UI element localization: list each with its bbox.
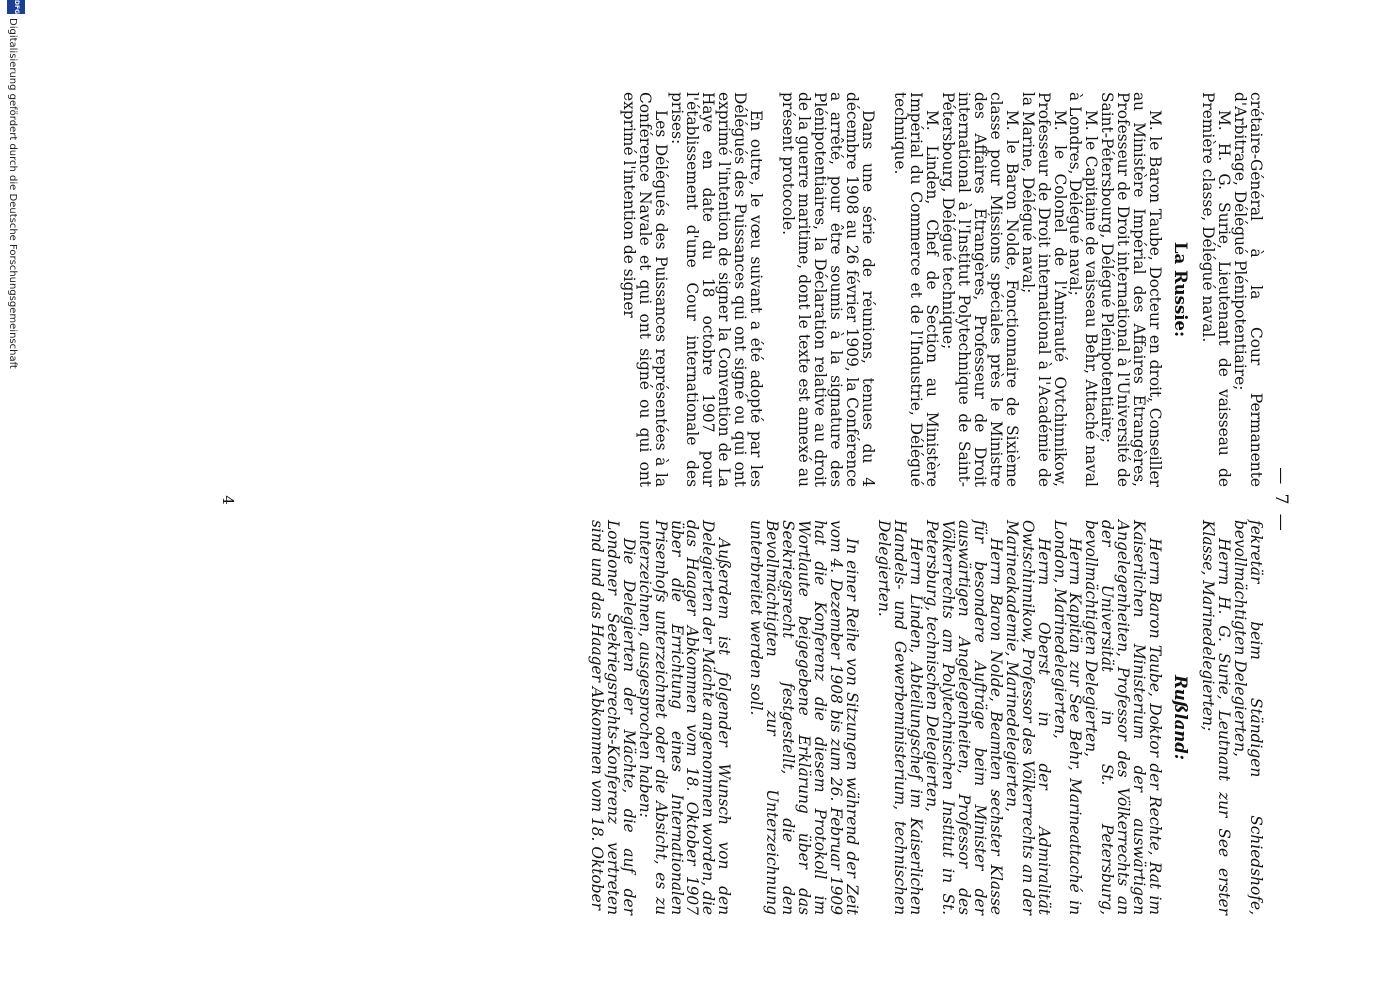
paragraph: M. H. G. Surie, Lieutenant de vaisseau de Première classe, Délégué naval.	[1199, 92, 1234, 487]
german-column	[588, 520, 1263, 915]
paragraph: M. le Capitaine de vaisseau Behr, Attaché naval à Londres, Délégué naval;	[1066, 92, 1101, 487]
signature-number: 4	[219, 495, 237, 505]
paragraph: M. le Baron Nolde, Fonctionnaire de Sixième classe pour Missions spéciales près le Ministre des Affaires Étrangères, Professeur de Droit international à l'Institut Polytechnique de Saint-Pétersbourg, Délégué technique;	[938, 92, 1021, 487]
page-number: — 7 —	[1271, 467, 1291, 533]
section-heading: La Russie:	[1171, 241, 1191, 338]
paragraph: Herrn Oberst in der Admiralität Owtschinnikow, Professor des Völkerrechts an der Marineakademie, Marinedelegierten,	[1002, 520, 1053, 915]
paragraph: M. le Colonel de l'Amirauté Ovtchinnikow, Professeur de Droit international à l'Académie de la Marine, Délégué naval;	[1018, 92, 1069, 487]
paragraph: Herrn Baron Taube, Doktor der Rechte, Rat im Kaiserlichen Ministerium der auswärtigen Angelegenheiten, Professor des Völkerrechts an der Universität in St. Petersburg, bevollmächtigten Delegierten,	[1082, 520, 1165, 915]
paragraph: fekretär beim Ständigen Schiedshofe, bevollmächtigten Delegierten,	[1231, 520, 1265, 915]
paragraph: Dans une série de réunions, tenues du 4 décembre 1908 au 26 février 1909, la Conférence a arrêté, pour être soumis à la signature des Plénipotentiaires, la Déclaration relative au droit de la guerre maritime, dont le texte est annexé au présent protocole.	[779, 92, 878, 487]
digitization-note: Digitalisierung gefördert durch die Deutsche Forschungsgemeinschaft	[7, 18, 18, 369]
paragraph: crétaire-Général à la Cour Permanente d'Arbitrage, Délégué Plénipotentiaire;	[1231, 92, 1265, 487]
section-heading: Rußland:	[1171, 675, 1191, 760]
paragraph: Die Delegierten der Mächte, die auf der Londoner Seekriegsrechts-Konferenz vertreten sind und das Haager Abkommen vom 18. Oktober	[587, 520, 638, 915]
paragraph: En outre, le vœu suivant a été adopté par les Délégués des Puissances qui ont signé ou qui ont exprimé l'intention de signer la Convention de La Haye en date du 18 octobre 1907 pour l'établissement d'une Cour internationale des prises:	[667, 92, 766, 487]
french-column	[620, 92, 1263, 487]
paragraph: Außerdem ist folgender Wunsch von den Delegierten der Mächte angenommen worden, die das Haager Abkommen vom 18. Oktober 1907 über die Errichtung eines Internationalen Prisenhofs unterzeichnet oder die Absicht, es zu unterzeichnen, ausgesprochen haben:	[635, 520, 734, 915]
paragraph: Herrn H. G. Surie, Leutnant zur See erster Klasse, Marinedelegierten;	[1199, 520, 1234, 915]
paragraph: M. le Baron Taube, Docteur en droit, Conseiller au Ministère Impérial des Affaires Étrangères, Professeur de Droit international à l'Université de Saint-Pétersbourg, Délégué Plénipotentiaire;	[1098, 92, 1165, 487]
paragraph: In einer Reihe von Sitzungen während der Zeit vom 4. Dezember 1908 bis zum 26. Februar 1909 hat die Konferenz die diesem Protokoll im Wortlaute beigegebene Erklärung über das Seekriegsrecht festgestellt, die den Bevollmächtigten zur Unterzeichnung unterbreitet werden soll.	[747, 520, 862, 915]
paragraph: Herrn Baron Nolde, Beamten sechster Klasse für besondere Aufträge beim Minister der auswärtigen Angelegenheiten, Professor des Völkerrechts am Polytechnischen Institut in St. Petersburg, technischen Delegierten,	[922, 520, 1005, 915]
paragraph: Les Délégués des Puissances représentées à la Conférence Navale et qui ont signé ou qui ont exprimé l'intention de signer	[619, 92, 670, 487]
paragraph: Herrn Kapitän zur See Behr, Marineattaché in London, Marinedelegierten,	[1050, 520, 1085, 915]
paragraph: Herrn Linden, Abteilungschef im Kaiserlichen Handels- und Gewerbeministerium, technischen Delegierten.	[875, 520, 925, 915]
dfg-logo: DFG	[7, 0, 25, 14]
paragraph: M. Linden, Chef de Section au Ministère Impérial du Commerce et de l'Industrie, Délégué technique.	[890, 92, 941, 487]
